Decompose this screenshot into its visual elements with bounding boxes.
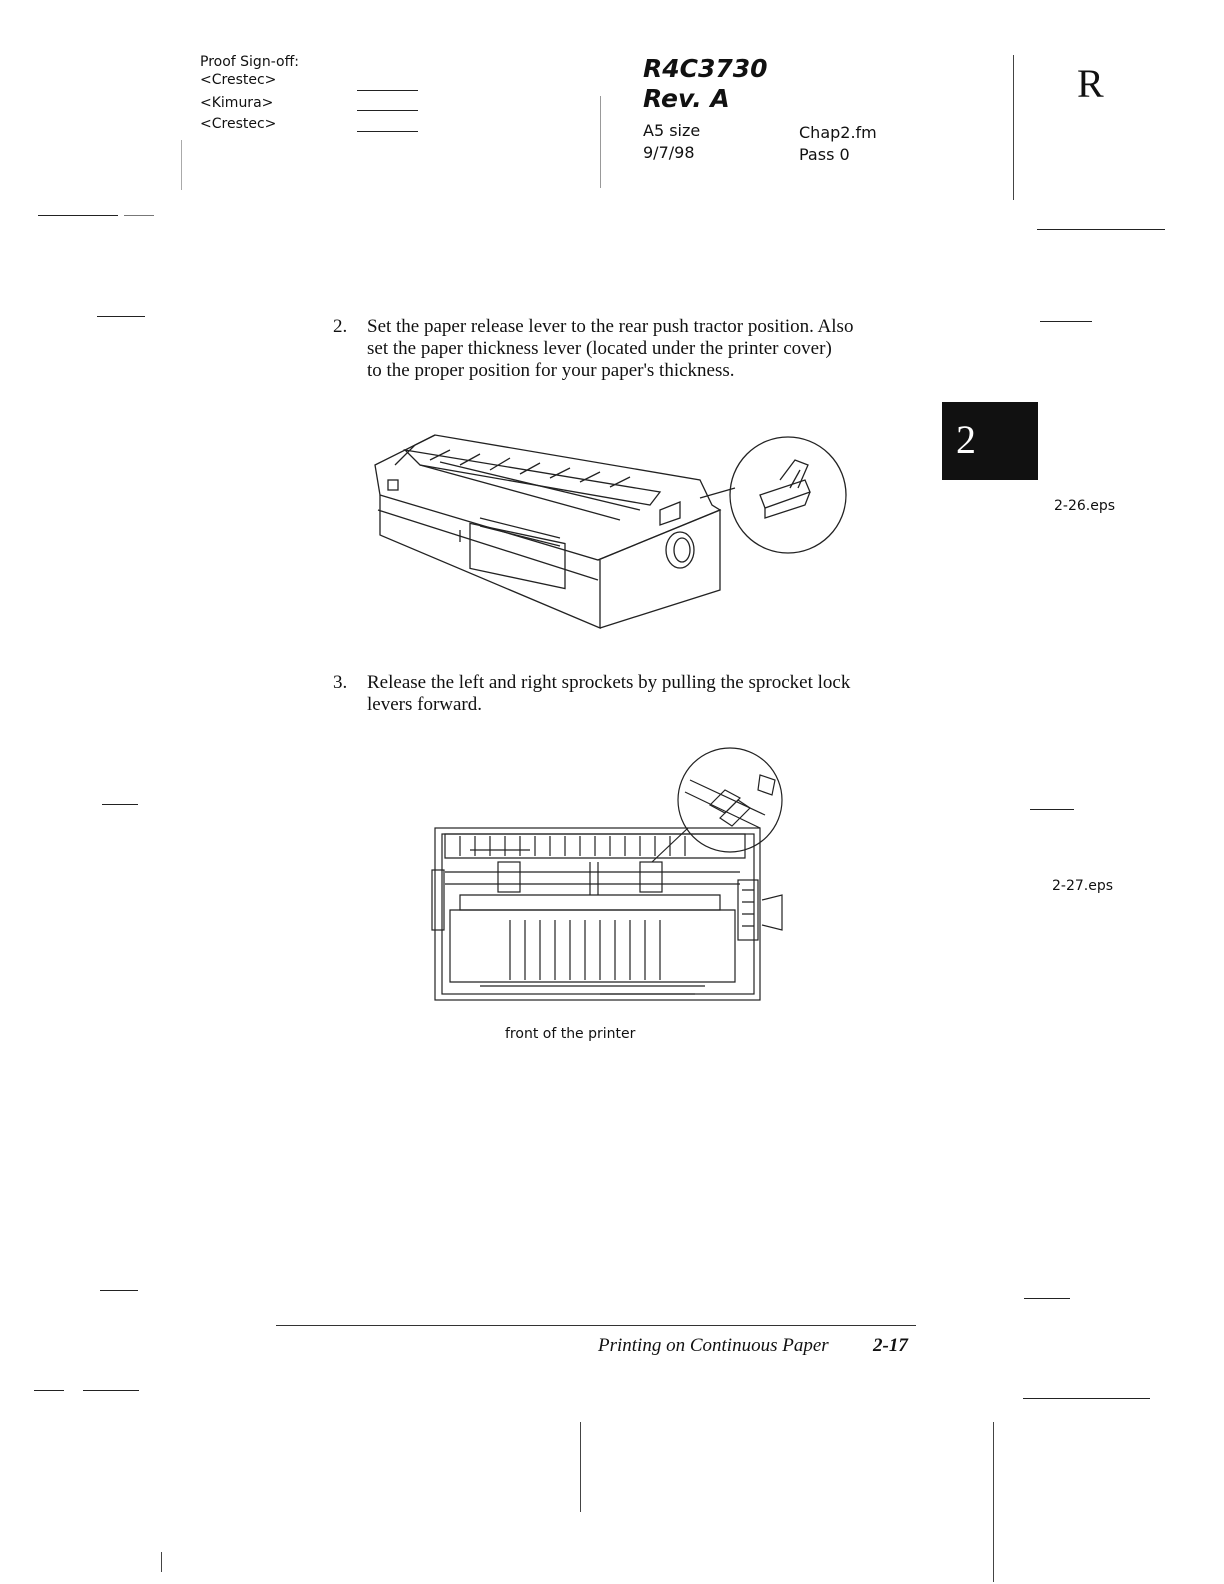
crop-mark <box>1030 809 1074 810</box>
footer-section-title: Printing on Continuous Paper <box>598 1335 829 1356</box>
step-text-line: Set the paper release lever to the rear push tractor position. Also <box>367 316 854 337</box>
crop-mark <box>97 316 145 317</box>
crop-mark <box>993 1422 994 1582</box>
figure-printer-lever <box>360 410 860 650</box>
chapter-tab <box>942 402 1038 480</box>
proof-signoff-name-2: <Kimura> <box>200 95 274 111</box>
crop-mark <box>83 1390 139 1391</box>
figure-printer-sprockets <box>420 750 820 1010</box>
crop-mark <box>38 215 118 216</box>
crop-mark <box>1023 1398 1150 1399</box>
corner-registration-mark: R <box>1077 61 1104 106</box>
crop-mark <box>181 140 182 190</box>
figure-caption: front of the printer <box>505 1026 636 1042</box>
figure-file-label: 2-27.eps <box>1052 878 1114 894</box>
header-divider <box>600 96 601 188</box>
figure-file-label: 2-26.eps <box>1054 498 1116 514</box>
doc-pass: Pass 0 <box>799 145 850 164</box>
step-2 <box>333 316 947 382</box>
step-3 <box>333 672 947 716</box>
footer-rule <box>276 1325 916 1326</box>
step-number: 2. <box>333 316 348 337</box>
step-number: 3. <box>333 672 348 693</box>
crop-mark <box>1040 321 1092 322</box>
doc-date: 9/7/98 <box>643 143 695 162</box>
crop-mark <box>102 804 138 805</box>
step-text-line: Release the left and right sprockets by pulling the sprocket lock <box>367 672 851 693</box>
doc-filename: Chap2.fm <box>799 123 877 142</box>
signoff-line-3 <box>357 131 418 132</box>
crop-mark <box>34 1390 64 1391</box>
doc-size: A5 size <box>643 121 701 140</box>
signoff-line-1 <box>357 90 418 91</box>
crop-mark <box>1024 1298 1070 1299</box>
crop-mark <box>100 1290 138 1291</box>
step-text-line: to the proper position for your paper's thickness. <box>367 360 735 381</box>
step-text-line: levers forward. <box>367 694 483 715</box>
signoff-line-2 <box>357 110 418 111</box>
step-text-line: set the paper thickness lever (located under the printer cover) <box>367 338 832 359</box>
page-number: 2-17 <box>873 1335 908 1356</box>
doc-code: R4C3730 <box>643 54 768 83</box>
crop-mark <box>580 1422 581 1512</box>
proof-signoff-name-1: <Crestec> <box>200 72 277 88</box>
proof-signoff-title: Proof Sign-off: <box>200 54 299 70</box>
crop-mark <box>124 215 154 216</box>
header-divider-right <box>1013 55 1014 200</box>
crop-mark <box>161 1552 162 1572</box>
proof-signoff-name-3: <Crestec> <box>200 116 277 132</box>
chapter-number: 2 <box>956 417 976 462</box>
doc-revision: Rev. A <box>643 84 730 113</box>
crop-mark <box>1037 229 1165 230</box>
